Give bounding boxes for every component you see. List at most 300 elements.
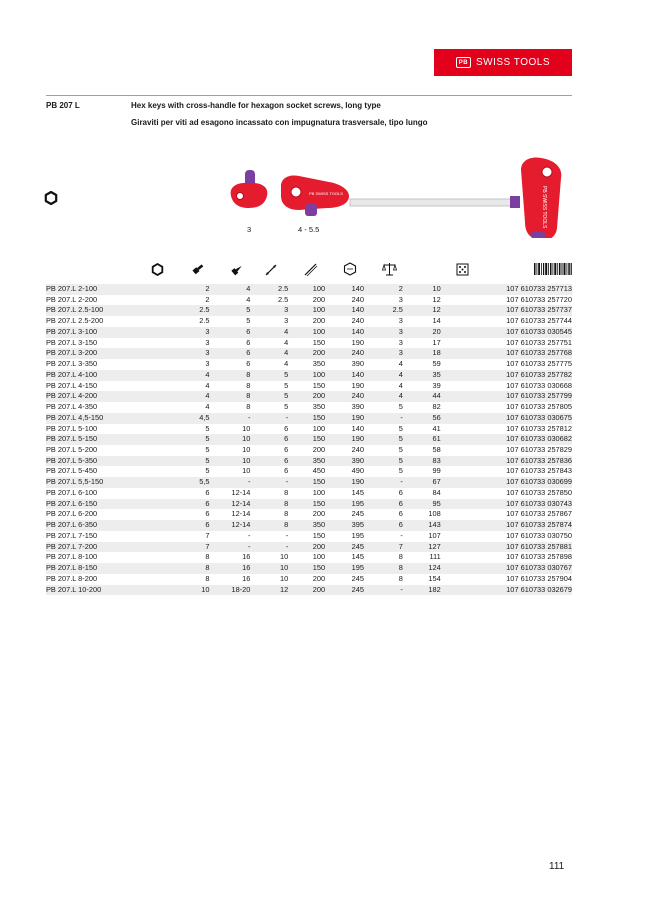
table-cell: 10 bbox=[441, 585, 515, 596]
table-cell: 7 610733 257720 bbox=[514, 294, 572, 304]
table-cell: 4 bbox=[364, 370, 403, 381]
table-cell: - bbox=[364, 413, 403, 424]
table-cell: 4 bbox=[398, 380, 403, 390]
table-cell: 12 bbox=[403, 305, 441, 316]
article-number-cell: PB 207.L 8-100 bbox=[46, 552, 98, 562]
table-cell: 154 bbox=[428, 573, 441, 583]
table-cell: 2 bbox=[205, 294, 210, 304]
table-cell: 240 bbox=[351, 445, 364, 455]
table-cell: 5 bbox=[364, 434, 403, 445]
table-cell: 10 bbox=[441, 348, 515, 359]
table-cell: 3 bbox=[135, 348, 210, 359]
table-cell: 10 bbox=[506, 423, 515, 433]
table-cell: 5 bbox=[135, 434, 210, 445]
table-cell: 7 610733 257751 bbox=[514, 337, 572, 347]
table-cell: 10 bbox=[506, 487, 515, 497]
table-cell: 4 bbox=[364, 391, 403, 402]
table-row bbox=[46, 381, 572, 392]
table-cell: 7 610733 257904 bbox=[514, 573, 572, 583]
long-handle-image bbox=[350, 158, 561, 239]
table-cell: 10 bbox=[506, 509, 515, 519]
table-cell: 10 bbox=[135, 585, 210, 596]
table-row bbox=[46, 348, 572, 359]
table-cell: 6 bbox=[205, 487, 210, 497]
table-cell: 395 bbox=[325, 520, 364, 531]
table-cell: 5,5 bbox=[135, 477, 210, 488]
weight-scale-icon bbox=[381, 261, 397, 277]
table-cell: 3 bbox=[398, 337, 403, 347]
table-row bbox=[46, 305, 572, 316]
table-cell: 240 bbox=[351, 316, 364, 326]
table-cell: 7 610733 030675 bbox=[514, 412, 572, 422]
table-cell: 200 bbox=[288, 348, 325, 359]
table-cell: 8 bbox=[210, 370, 251, 381]
table-cell: 4 bbox=[135, 370, 210, 381]
svg-text:PB SWISS TOOLS: PB SWISS TOOLS bbox=[541, 186, 547, 229]
article-number-cell: PB 207.L 3-150 bbox=[46, 337, 98, 347]
article-number-cell: PB 207.L 5-100 bbox=[46, 423, 98, 433]
table-cell: 4,5 bbox=[135, 413, 210, 424]
table-cell: 2 bbox=[135, 284, 210, 295]
table-cell: 200 bbox=[312, 294, 326, 304]
table-cell: 44 bbox=[403, 391, 441, 402]
table-cell: 5 bbox=[250, 391, 288, 402]
table-row bbox=[46, 445, 572, 456]
table-cell: 200 bbox=[312, 316, 326, 326]
table-cell: 10 bbox=[210, 434, 251, 445]
table-cell: 182 bbox=[403, 585, 441, 596]
table-cell: - bbox=[250, 477, 288, 488]
table-row bbox=[46, 477, 572, 488]
table-cell: 195 bbox=[325, 563, 364, 574]
table-row bbox=[46, 370, 572, 381]
table-cell: 7 610733 030699 bbox=[514, 477, 572, 487]
article-number-cell: PB 207.L 6-350 bbox=[46, 520, 135, 531]
table-cell: 7 610733 030668 bbox=[514, 380, 572, 390]
table-row bbox=[46, 338, 572, 349]
table-cell: 111 bbox=[429, 552, 441, 562]
article-number-cell: PB 207.L 2.5-100 bbox=[46, 305, 135, 316]
table-cell: 16 bbox=[210, 563, 251, 574]
table-cell: 10 bbox=[280, 573, 289, 583]
table-cell: 245 bbox=[351, 573, 364, 583]
article-number-cell: PB 207.L 3-200 bbox=[46, 348, 135, 359]
table-cell: 10 bbox=[441, 499, 515, 510]
table-cell: 390 bbox=[351, 402, 364, 412]
table-cell: 150 bbox=[288, 563, 325, 574]
table-cell: 240 bbox=[351, 294, 364, 304]
article-number-cell: PB 207.L 4-350 bbox=[46, 402, 98, 412]
table-cell: 124 bbox=[403, 563, 441, 574]
product-image bbox=[225, 148, 585, 238]
table-cell: 100 bbox=[312, 423, 326, 433]
table-cell: 2.5 bbox=[135, 305, 210, 316]
table-cell: 5 bbox=[284, 380, 289, 390]
table-cell: 200 bbox=[312, 445, 326, 455]
table-cell: 5 bbox=[205, 423, 210, 433]
table-cell: 8 bbox=[284, 509, 289, 519]
table-cell: 12-14 bbox=[231, 487, 251, 497]
overall-length-icon bbox=[302, 261, 318, 277]
table-cell: 7 610733 257867 bbox=[514, 509, 572, 519]
table-row bbox=[46, 531, 572, 542]
article-number-cell: PB 207.L 6-100 bbox=[46, 487, 98, 497]
table-cell: 95 bbox=[403, 499, 441, 510]
table-cell: - bbox=[285, 530, 289, 540]
table-cell: 350 bbox=[312, 359, 326, 369]
article-number-cell: PB 207.L 2.5-200 bbox=[46, 316, 104, 326]
table-cell: 200 bbox=[288, 542, 325, 553]
table-cell: 7 610733 257782 bbox=[514, 369, 572, 379]
table-cell: 5 bbox=[364, 456, 403, 467]
table-cell: 10 bbox=[506, 359, 515, 369]
table-cell: - bbox=[250, 413, 288, 424]
hex-key-size-icon bbox=[150, 261, 164, 277]
table-row bbox=[46, 316, 572, 327]
table-cell: 2.5 bbox=[199, 316, 210, 326]
table-cell: 150 bbox=[312, 530, 326, 540]
article-number-cell: PB 207.L 5-200 bbox=[46, 445, 98, 455]
table-cell: 10 bbox=[403, 284, 441, 295]
table-cell: 108 bbox=[428, 509, 441, 519]
table-cell: 8 bbox=[250, 520, 288, 531]
table-row bbox=[46, 295, 572, 306]
table-cell: 10 bbox=[441, 284, 515, 295]
table-cell: 10 bbox=[441, 434, 515, 445]
table-cell: 10 bbox=[441, 305, 515, 316]
table-cell: 150 bbox=[288, 413, 325, 424]
table-cell: 4 bbox=[398, 359, 403, 369]
table-cell: 4 bbox=[284, 337, 289, 347]
article-number-cell: PB 207.L 3-100 bbox=[46, 327, 135, 338]
table-cell: 7 610733 030767 bbox=[514, 563, 572, 573]
table-cell: 83 bbox=[403, 456, 441, 467]
table-cell: 3 bbox=[250, 305, 288, 316]
table-cell: - bbox=[247, 530, 251, 540]
table-cell: 10 bbox=[506, 445, 515, 455]
table-cell: 5 bbox=[205, 445, 210, 455]
table-cell: 100 bbox=[312, 552, 326, 562]
table-cell: 100 bbox=[288, 327, 325, 338]
table-cell: 6 bbox=[210, 327, 251, 338]
table-cell: 3 bbox=[398, 294, 403, 304]
table-row bbox=[46, 434, 572, 445]
table-cell: 7 610733 257805 bbox=[514, 402, 572, 412]
table-cell: 8 bbox=[246, 380, 251, 390]
table-cell: 10 bbox=[242, 423, 251, 433]
table-cell: 390 bbox=[351, 359, 364, 369]
table-row bbox=[46, 424, 572, 435]
table-cell: 7 610733 030682 bbox=[514, 434, 572, 444]
table-cell: 6 bbox=[364, 520, 403, 531]
table-cell: 145 bbox=[351, 487, 364, 497]
table-cell: 6 bbox=[205, 509, 210, 519]
table-cell: 8 bbox=[205, 552, 210, 562]
table-cell: 10 bbox=[506, 573, 515, 583]
table-cell: 5 bbox=[210, 305, 251, 316]
article-number-cell: PB 207.L 6-200 bbox=[46, 509, 98, 519]
article-number-cell: PB 207.L 4-150 bbox=[46, 380, 98, 390]
table-cell: 3 bbox=[364, 348, 403, 359]
table-cell: 127 bbox=[403, 542, 441, 553]
table-cell: 5 bbox=[398, 466, 403, 476]
medium-handle-image bbox=[281, 175, 349, 216]
table-cell: 350 bbox=[312, 402, 326, 412]
table-cell: 350 bbox=[288, 456, 325, 467]
table-cell: 7 610733 257881 bbox=[514, 541, 572, 551]
table-cell: 190 bbox=[325, 477, 364, 488]
table-cell: 100 bbox=[288, 370, 325, 381]
table-cell: 10 bbox=[441, 327, 515, 338]
table-row bbox=[46, 585, 572, 596]
table-cell: 150 bbox=[288, 434, 325, 445]
table-cell: 7 610733 257898 bbox=[514, 552, 572, 562]
table-cell: 10 bbox=[506, 316, 515, 326]
table-cell: 8 bbox=[205, 573, 210, 583]
table-cell: 6 bbox=[246, 359, 251, 369]
table-cell: 20 bbox=[403, 327, 441, 338]
article-number-cell: PB 207.L 3-350 bbox=[46, 359, 98, 369]
table-cell: 8 bbox=[398, 573, 403, 583]
size-label-medium: 4 - 5.5 bbox=[298, 225, 320, 234]
table-cell: 10 bbox=[250, 563, 288, 574]
table-cell: 12-14 bbox=[210, 520, 251, 531]
table-cell: 140 bbox=[351, 423, 364, 433]
table-cell: 7 610733 257850 bbox=[514, 487, 572, 497]
table-cell: - bbox=[400, 530, 403, 540]
table-cell: 143 bbox=[403, 520, 441, 531]
table-cell: 10 bbox=[280, 552, 289, 562]
table-cell: 35 bbox=[403, 370, 441, 381]
table-cell: - bbox=[364, 477, 403, 488]
table-row bbox=[46, 327, 572, 338]
table-row bbox=[46, 488, 572, 499]
table-cell: 100 bbox=[288, 284, 325, 295]
table-cell: 6 bbox=[250, 434, 288, 445]
table-cell: 6 bbox=[398, 509, 403, 519]
table-cell: 10 bbox=[506, 294, 515, 304]
table-cell: 5 bbox=[250, 370, 288, 381]
table-cell: 7 610733 030545 bbox=[514, 326, 572, 336]
table-cell: 8 bbox=[210, 391, 251, 402]
table-cell: 6 bbox=[135, 499, 210, 510]
table-cell: 245 bbox=[351, 509, 364, 519]
table-cell: 16 bbox=[242, 552, 251, 562]
table-cell: 7 610733 257843 bbox=[514, 466, 572, 476]
table-cell: 10 bbox=[441, 370, 515, 381]
small-handle-image bbox=[231, 170, 268, 208]
table-cell: 17 bbox=[432, 337, 441, 347]
table-cell: 10 bbox=[441, 456, 515, 467]
table-cell: 350 bbox=[288, 520, 325, 531]
table-cell: 39 bbox=[432, 380, 441, 390]
table-cell: 5 bbox=[398, 423, 403, 433]
table-cell: 7 610733 030750 bbox=[514, 530, 572, 540]
table-row bbox=[46, 499, 572, 510]
table-cell: 12-14 bbox=[231, 509, 251, 519]
table-cell: 240 bbox=[325, 391, 364, 402]
table-cell: 8 bbox=[284, 487, 289, 497]
table-cell: 390 bbox=[325, 456, 364, 467]
table-cell: 2.5 bbox=[364, 305, 403, 316]
table-cell: 100 bbox=[288, 305, 325, 316]
table-cell: 140 bbox=[325, 370, 364, 381]
article-number-cell: PB 207.L 10-200 bbox=[46, 585, 135, 596]
table-row bbox=[46, 402, 572, 413]
table-cell: 7 610733 257874 bbox=[514, 520, 572, 530]
table-cell: 8 bbox=[250, 499, 288, 510]
article-number-cell: PB 207.L 7-200 bbox=[46, 542, 135, 553]
table-cell: 5 bbox=[398, 445, 403, 455]
table-cell: 6 bbox=[398, 487, 403, 497]
table-row bbox=[46, 413, 572, 424]
table-cell: 82 bbox=[432, 402, 441, 412]
table-cell: 7 610733 257829 bbox=[514, 445, 572, 455]
table-cell: 6 bbox=[250, 456, 288, 467]
table-cell: 14 bbox=[432, 316, 441, 326]
table-cell: 2.5 bbox=[277, 294, 289, 304]
table-cell: 200 bbox=[312, 509, 326, 519]
table-cell: 10 bbox=[506, 402, 515, 412]
blade-length-icon bbox=[263, 261, 279, 277]
table-cell: - bbox=[210, 413, 251, 424]
table-cell: 6 bbox=[210, 348, 251, 359]
table-cell: 4 bbox=[250, 348, 288, 359]
header-divider bbox=[46, 95, 572, 96]
table-cell: 6 bbox=[135, 520, 210, 531]
table-cell: - bbox=[250, 542, 288, 553]
table-cell: 245 bbox=[325, 542, 364, 553]
table-cell: 10 bbox=[506, 380, 515, 390]
table-cell: 4 bbox=[284, 359, 289, 369]
table-cell: 10 bbox=[242, 445, 251, 455]
article-number-cell: PB 207.L 2-100 bbox=[46, 284, 135, 295]
table-cell: 140 bbox=[325, 305, 364, 316]
article-number-cell: PB 207.L 4,5-150 bbox=[46, 413, 135, 424]
table-cell: 10 bbox=[506, 530, 515, 540]
table-cell: 200 bbox=[312, 573, 326, 583]
screw-icon bbox=[229, 261, 245, 277]
table-cell: 145 bbox=[351, 552, 364, 562]
product-title-it: Giraviti per viti ad esagono incassato con impugnatura trasversale, tipo lungo bbox=[131, 118, 428, 127]
table-row bbox=[46, 509, 572, 520]
table-row bbox=[46, 520, 572, 531]
table-row bbox=[46, 574, 572, 585]
table-cell: 140 bbox=[325, 327, 364, 338]
table-cell: 10 bbox=[210, 456, 251, 467]
table-cell: 195 bbox=[325, 499, 364, 510]
table-row bbox=[46, 563, 572, 574]
table-row bbox=[46, 552, 572, 563]
table-cell: 10 bbox=[441, 413, 515, 424]
brand-name: SWISS TOOLS bbox=[475, 57, 551, 68]
table-cell: 84 bbox=[432, 487, 441, 497]
table-cell: 107 bbox=[428, 530, 441, 540]
table-cell: 7 bbox=[135, 542, 210, 553]
table-cell: - bbox=[364, 585, 403, 596]
table-cell: 18 bbox=[403, 348, 441, 359]
article-number-cell: PB 207.L 6-150 bbox=[46, 499, 135, 510]
table-cell: 190 bbox=[351, 380, 364, 390]
table-cell: 200 bbox=[288, 391, 325, 402]
table-cell: 6 bbox=[364, 499, 403, 510]
table-cell: 5 bbox=[284, 402, 289, 412]
table-cell: 5 bbox=[246, 316, 251, 326]
brand-logo bbox=[434, 49, 572, 76]
article-number-cell: PB 207.L 4-100 bbox=[46, 370, 135, 381]
table-cell: 10 bbox=[506, 552, 515, 562]
table-cell: 7 610733 257799 bbox=[514, 391, 572, 401]
table-row bbox=[46, 456, 572, 467]
article-number-cell: PB 207.L 8-150 bbox=[46, 563, 135, 574]
svg-text:PB SWISS TOOLS: PB SWISS TOOLS bbox=[309, 191, 343, 196]
spec-table bbox=[46, 284, 572, 595]
table-cell: 16 bbox=[242, 573, 251, 583]
article-number-cell: PB 207.L 4-200 bbox=[46, 391, 135, 402]
table-cell: 195 bbox=[351, 530, 364, 540]
table-row bbox=[46, 359, 572, 370]
table-cell: 4 bbox=[250, 327, 288, 338]
table-cell: 6 bbox=[284, 466, 289, 476]
table-cell: 190 bbox=[351, 337, 364, 347]
table-row bbox=[46, 466, 572, 477]
table-cell: 5 bbox=[205, 466, 210, 476]
table-cell: 7 bbox=[205, 530, 210, 540]
table-cell: 150 bbox=[288, 499, 325, 510]
table-cell: 450 bbox=[312, 466, 326, 476]
table-cell: 10 bbox=[441, 542, 515, 553]
product-title-en: Hex keys with cross-handle for hexagon socket screws, long type bbox=[131, 101, 381, 110]
table-row bbox=[46, 284, 572, 295]
table-cell: 7 610733 257812 bbox=[514, 423, 572, 433]
table-cell: 7 610733 257836 bbox=[514, 455, 572, 465]
table-cell: 4 bbox=[135, 391, 210, 402]
table-cell: 99 bbox=[432, 466, 441, 476]
table-cell: 41 bbox=[432, 423, 441, 433]
table-row bbox=[46, 391, 572, 402]
table-cell: 59 bbox=[432, 359, 441, 369]
table-cell: 10 bbox=[242, 466, 251, 476]
table-cell: 6 bbox=[284, 423, 289, 433]
table-cell: 4 bbox=[246, 294, 251, 304]
article-number-cell: PB 207.L 8-200 bbox=[46, 573, 98, 583]
table-cell: 3 bbox=[135, 327, 210, 338]
table-cell: 7 610733 257768 bbox=[514, 348, 572, 358]
article-number-cell: PB 207.L 5-450 bbox=[46, 466, 98, 476]
table-row bbox=[46, 542, 572, 553]
table-cell: 150 bbox=[312, 380, 326, 390]
table-cell: 56 bbox=[403, 413, 441, 424]
product-code: PB 207 L bbox=[46, 101, 80, 110]
article-number-cell: PB 207.L 2-200 bbox=[46, 294, 98, 304]
table-cell: 7 610733 257737 bbox=[514, 305, 572, 315]
table-cell: 100 bbox=[312, 487, 326, 497]
table-cell: 150 bbox=[288, 477, 325, 488]
table-cell: 18-20 bbox=[210, 585, 251, 596]
table-cell: 8 bbox=[246, 402, 251, 412]
table-cell: 10 bbox=[506, 466, 515, 476]
table-cell: 3 bbox=[205, 359, 210, 369]
table-cell: 3 bbox=[364, 327, 403, 338]
table-cell: 190 bbox=[325, 434, 364, 445]
hex-nut-icon bbox=[342, 261, 358, 277]
table-cell: 12 bbox=[250, 585, 288, 596]
table-cell: 5 bbox=[135, 456, 210, 467]
table-cell: 5 bbox=[398, 402, 403, 412]
table-cell: 2.5 bbox=[250, 284, 288, 295]
table-cell: 3 bbox=[398, 316, 403, 326]
table-cell: 58 bbox=[432, 445, 441, 455]
